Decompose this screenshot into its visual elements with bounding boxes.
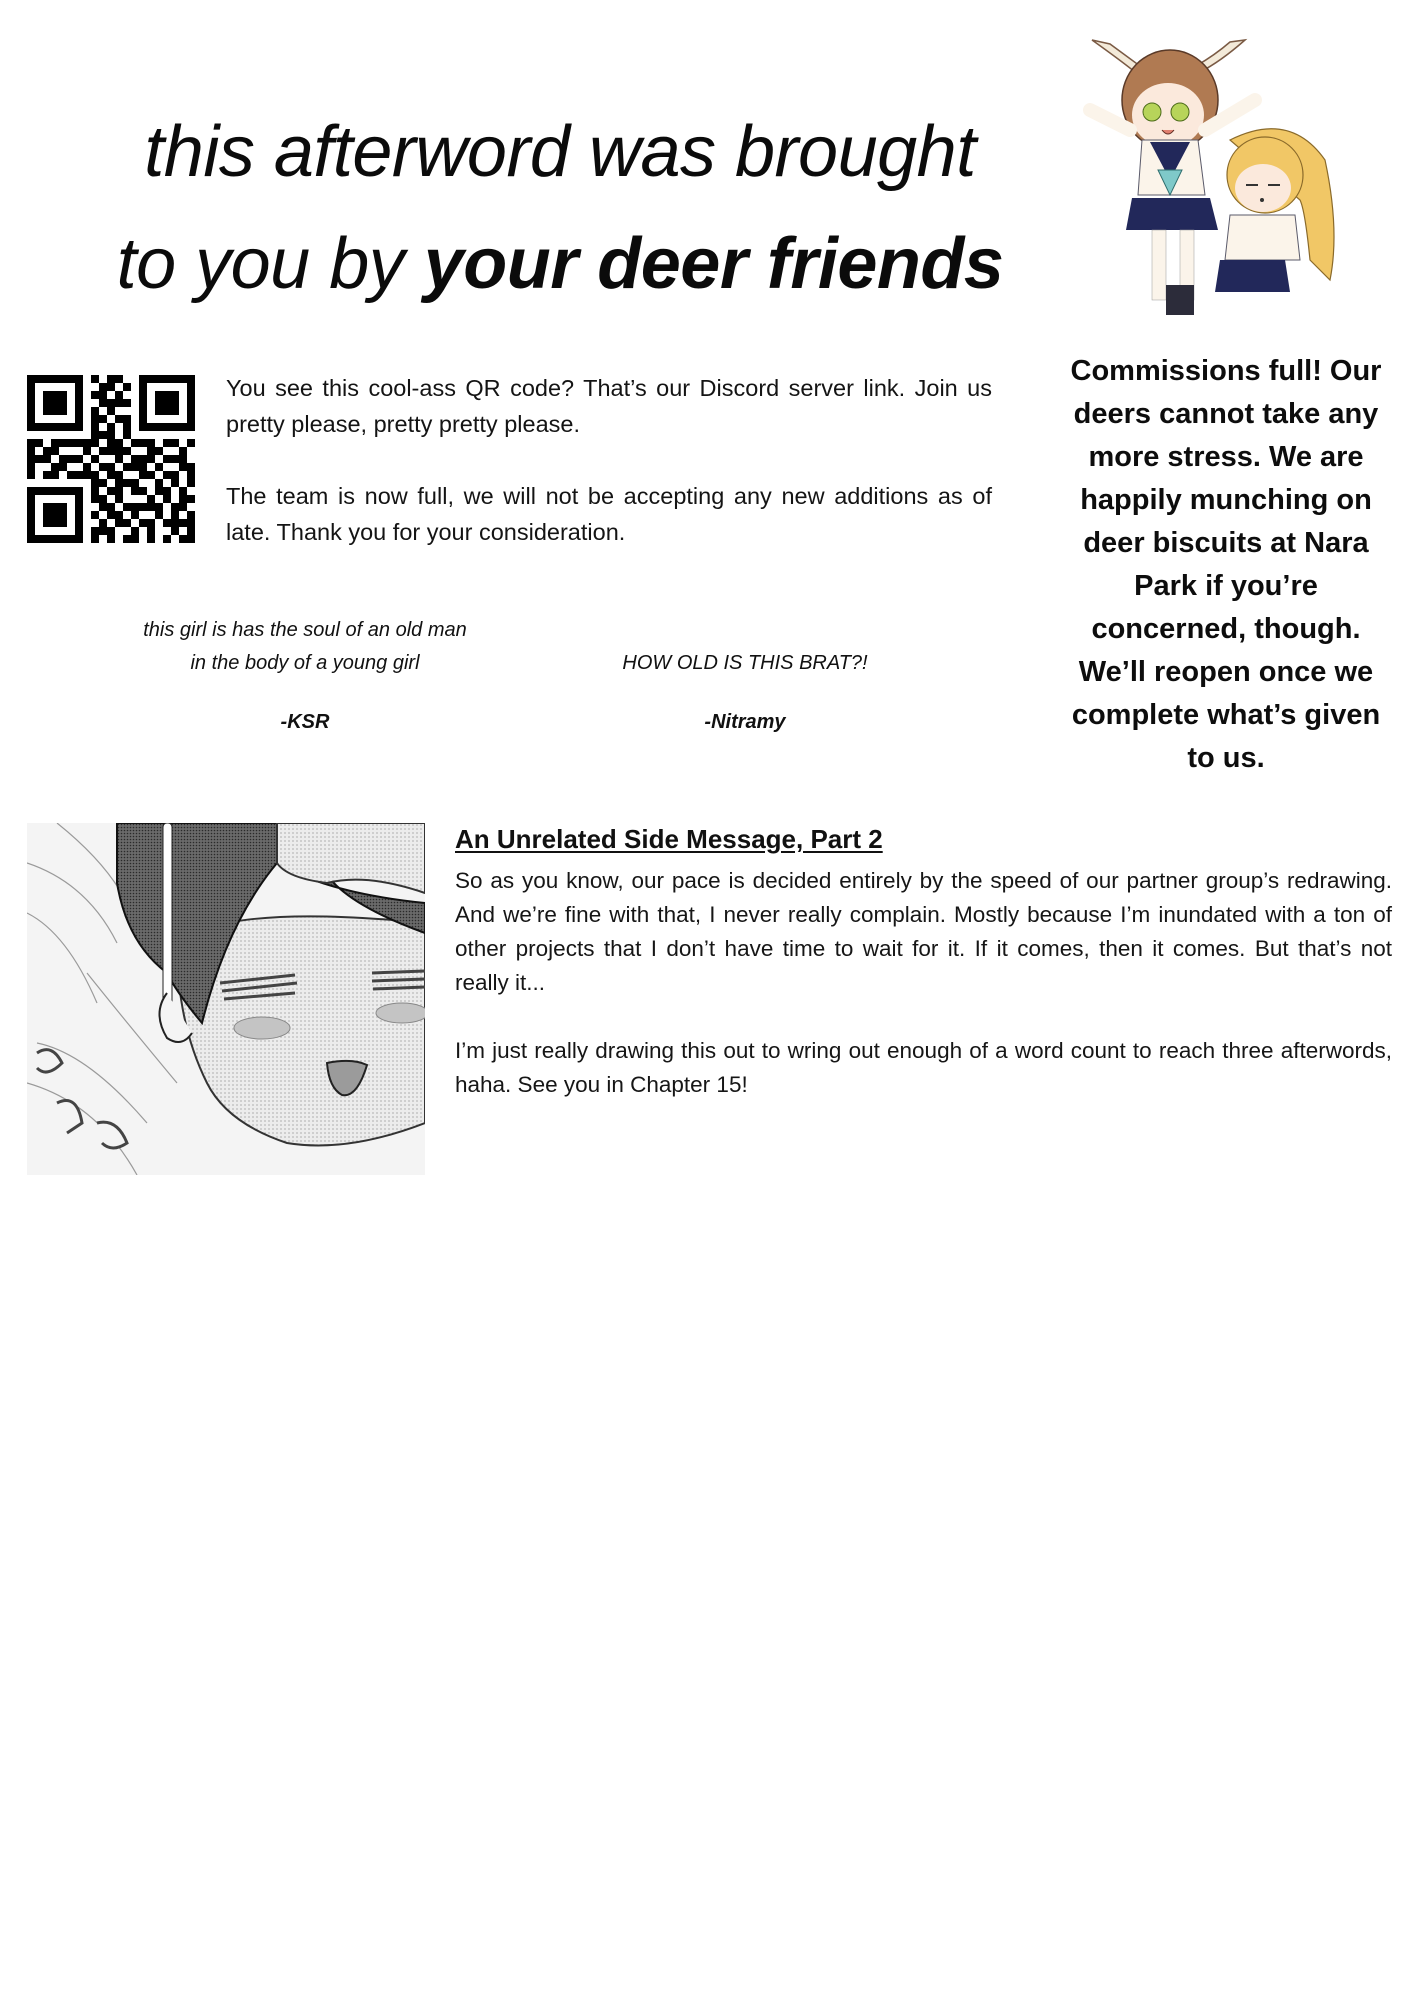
quote-line: in the body of a young girl <box>190 652 420 674</box>
title-line-2-prefix: to you by <box>116 224 424 304</box>
side-message-paragraph-2: I’m just really drawing this out to wring out enough of a word count to reach three afterwords, haha. See you in Chapter 15! <box>455 1038 1392 1097</box>
chibi-girls-icon <box>1080 30 1370 325</box>
discord-info <box>226 370 992 550</box>
manga-girl-illustration-icon <box>27 823 425 1175</box>
quote-line: HOW OLD IS THIS BRAT?! <box>622 652 868 674</box>
quote-ksr <box>105 614 505 739</box>
qr-code-icon <box>27 375 195 543</box>
side-message-paragraph-1: So as you know, our pace is decided entirely by the speed of our partner group’s redrawing. And we’re fine with that, I never really complain. Mostly because I’m inundated with a ton of other projects that I don’t have time to wait for it. If it comes, then it comes. But that’s not really it... <box>455 868 1392 995</box>
quote-author: -Nitramy <box>704 711 786 733</box>
manga-panel-image <box>27 823 425 1175</box>
quote-nitramy <box>560 647 930 739</box>
side-message-heading: An Unrelated Side Message, Part 2 <box>455 824 883 854</box>
team-full-notice: The team is now full, we will not be accepting any new additions as of late. Thank you for your consideration. <box>226 483 992 545</box>
title-line-2-bold: your deer friends <box>423 224 1004 304</box>
discord-qr-code[interactable] <box>27 375 195 543</box>
quote-line: this girl is has the soul of an old man <box>143 619 467 641</box>
side-message <box>455 822 1392 1102</box>
discord-invite-text: You see this cool-ass QR code? That’s our Discord server link. Join us pretty please, pretty pretty please. <box>226 375 992 437</box>
deer-mascot-illustration <box>1080 30 1370 325</box>
commissions-notice: Commissions full! Our deers cannot take any more stress. We are happily munching on deer biscuits at Nara Park if you’re concerned, though. We’ll reopen once we complete what’s given to us. <box>1070 355 1382 774</box>
title-line-1: this afterword was brought <box>144 112 976 192</box>
title-line-2 <box>40 208 1080 320</box>
quote-author: -KSR <box>280 711 330 733</box>
page-title <box>40 96 1080 320</box>
